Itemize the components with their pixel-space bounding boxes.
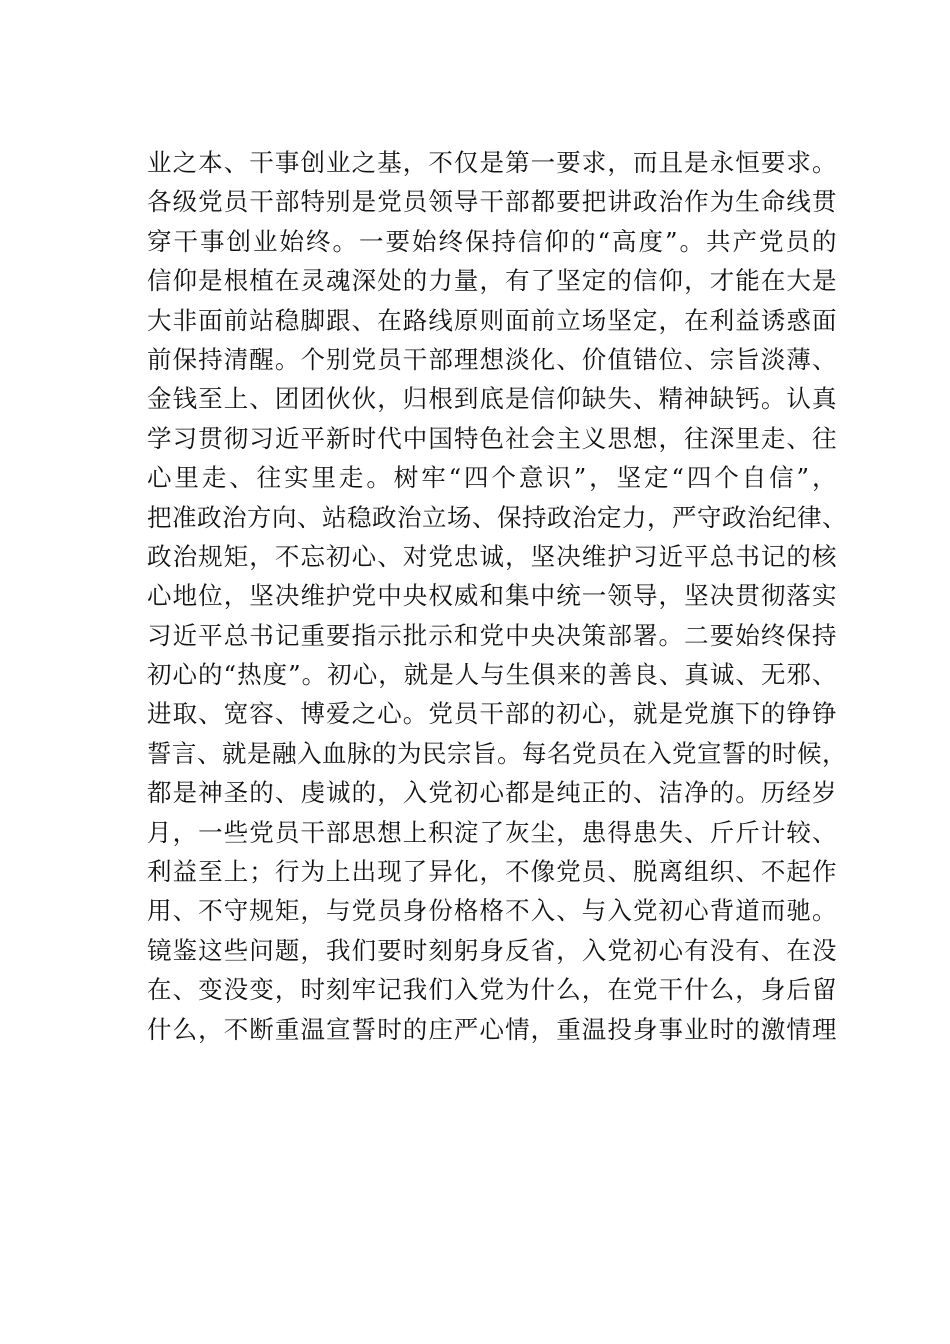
text-line: 誓言、就是融入血脉的为民宗旨。每名党员在入党宣誓的时候， [147,738,847,768]
text-line: 初心的“热度”。初心，就是人与生俱来的善良、真诚、无邪、 [147,660,837,690]
text-line: 金钱至上、团团伙伙，归根到底是信仰缺失、精神缺钙。认真 [147,384,837,414]
text-line: 镜鉴这些问题，我们要时刻躬身反省，入党初心有没有、在没 [147,935,837,965]
text-line: 政治规矩，不忘初心、对党忠诚，坚决维护习近平总书记的核 [147,541,837,571]
text-line: 都是神圣的、虔诚的，入党初心都是纯正的、洁净的。历经岁 [147,778,837,808]
text-line: 各级党员干部特别是党员领导干部都要把讲政治作为生命线贯 [147,187,837,217]
text-line: 什么，不断重温宣誓时的庄严心情，重温投身事业时的激情理 [147,1014,837,1044]
text-line: 在、变没变，时刻牢记我们入党为什么，在党干什么，身后留 [147,975,837,1005]
text-line: 进取、宽容、博爱之心。党员干部的初心，就是党旗下的铮铮 [147,699,837,729]
text-line: 大非面前站稳脚跟、在路线原则面前立场坚定，在利益诱惑面 [147,305,837,335]
text-line: 心地位，坚决维护党中央权威和集中统一领导，坚决贯彻落实 [147,581,837,611]
body-paragraph [147,143,847,1049]
text-line: 学习贯彻习近平新时代中国特色社会主义思想，往深里走、往 [147,423,837,453]
text-line: 月，一些党员干部思想上积淀了灰尘，患得患失、斤斤计较、 [147,817,837,847]
text-line: 心里走、往实里走。树牢“四个意识”，坚定“四个自信”， [147,463,837,493]
text-line: 信仰是根植在灵魂深处的力量，有了坚定的信仰，才能在大是 [147,266,837,296]
text-line: 把准政治方向、站稳政治立场、保持政治定力，严守政治纪律、 [147,502,847,532]
text-line: 利益至上；行为上出现了异化，不像党员、脱离组织、不起作 [147,857,837,887]
text-line: 用、不守规矩，与党员身份格格不入、与入党初心背道而驰。 [147,896,837,926]
text-line: 穿干事创业始终。一要始终保持信仰的“高度”。共产党员的 [147,226,837,256]
text-line: 业之本、干事创业之基，不仅是第一要求，而且是永恒要求。 [147,148,837,177]
text-line: 前保持清醒。个别党员干部理想淡化、价值错位、宗旨淡薄、 [147,344,837,374]
text-line: 习近平总书记重要指示批示和党中央决策部署。二要始终保持 [147,620,837,650]
